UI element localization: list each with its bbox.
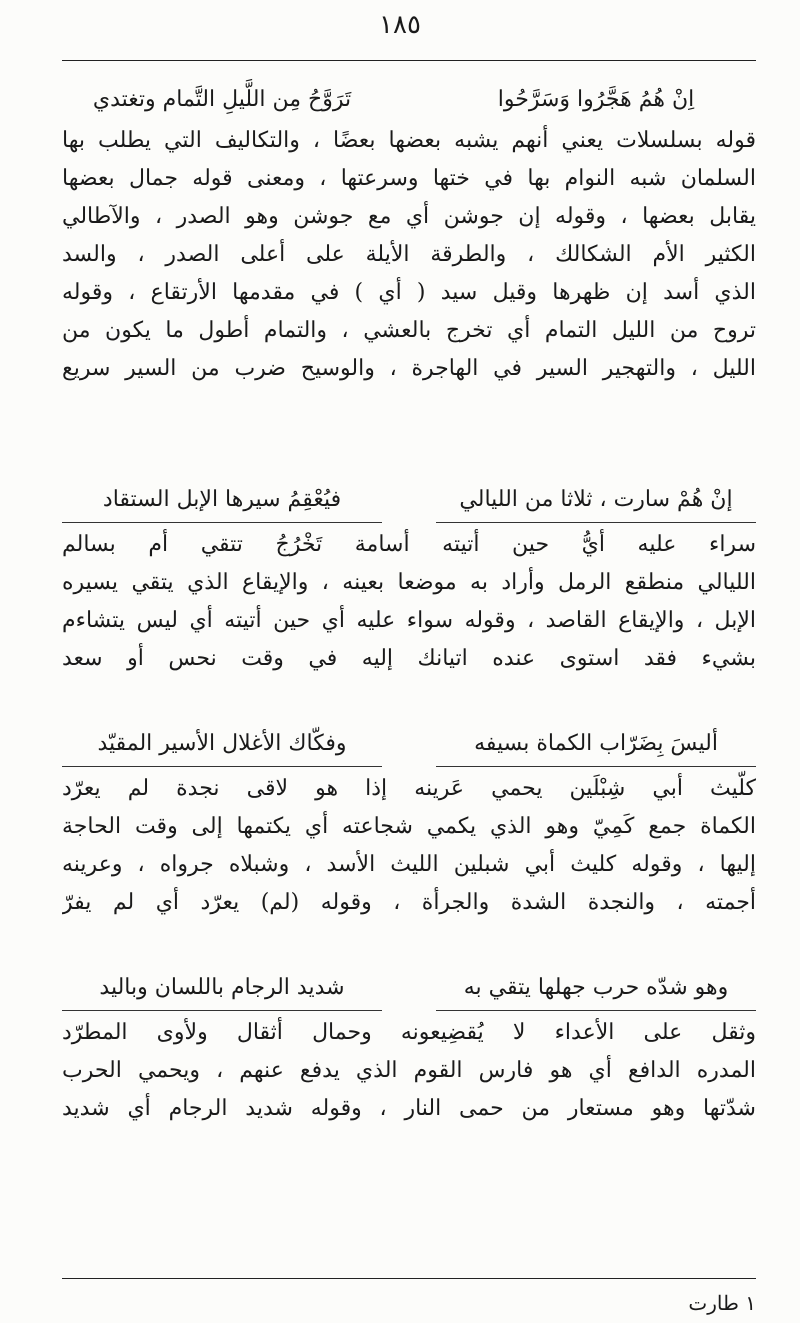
verse-1-left: تَرَوَّحُ مِن اللَّيلِ التَّمام وتغتدي (92, 87, 352, 112)
commentary-line: كلّيث أبي شِبْلَين يحمي عَرينه إذا هو لاقى نجدة لم يعرّد (62, 776, 756, 801)
commentary-line: الليالي منطقع الرمل وأراد به موضعا بعينه ، والإيقاع الذي يتقي يسيره (62, 570, 756, 595)
verse-4 (62, 966, 756, 1010)
block-3 (62, 722, 756, 922)
commentary-line: السلمان شبه النوام بها في ختها وسرعتها ، ومعنى قوله جمال بعضها (62, 166, 756, 191)
footnote-marker: ١ (745, 1291, 756, 1315)
page-number: ١٨٥ (379, 10, 421, 40)
footnote (62, 1290, 756, 1316)
top-rule (62, 60, 756, 61)
commentary-line: الإبل ، والإيقاع القاصد ، وقوله سواء عليه أي حين أتيته أي ليس يتشاءم (62, 608, 756, 633)
commentary-line: يقابل بعضها ، وقوله إن جوشن أي مع جوشن وهو الصدر ، والآطالي (62, 204, 756, 229)
commentary-line: المدره الدافع أي هو فارس القوم الذي يدفع عنهم ، ويحمي الحرب (62, 1058, 756, 1083)
verse-3-right: أليسَ بِضَرّاب الكماة بسيفه (474, 731, 718, 756)
block-2 (62, 478, 756, 678)
verse-3-left: وفكّاك الأغلال الأسير المقيّد (97, 731, 347, 756)
commentary-line: شدّتها وهو مستعار من حمى النار ، وقوله شديد الرجام أي شديد (62, 1096, 756, 1121)
commentary-line: قوله بسلسلات يعني أنهم يشبه بعضها بعضًا ، والتكاليف التي يطلب بها (62, 128, 756, 153)
commentary-line: أجمته ، والنجدة الشدة والجرأة ، وقوله (لم) يعرّد أي لم يفرّ (62, 890, 756, 915)
block-4 (62, 966, 756, 1128)
verse-1-right: اِنْ هُمُ هَجَّرُوا وَسَرَّحُوا (497, 87, 695, 112)
block-1 (62, 78, 756, 388)
verse-3 (62, 722, 756, 766)
commentary-line: الكماة جمع كَمِيّ وهو الذي يكمي شجاعته أي يكتمها إلى وقت الحاجة (62, 814, 756, 839)
commentary-line: بشيء فقد استوى عنده اتيانك إليه في وقت نحس أو سعد (62, 646, 756, 671)
verse-4-left: شديد الرجام باللسان وباليد (99, 975, 345, 1000)
verse-2-right: إنْ هُمْ سارت ، ثلاثا من الليالي (459, 487, 733, 512)
commentary-line: سراء عليه أيُّ حين أتيته أسامة تَخْرُجُ تتقي أم بسالم (62, 532, 756, 557)
verse-4-right: وهو شدّه حرب جهلها يتقي به (463, 975, 729, 1000)
commentary-line: الذي أسد إن ظهرها وقيل سيد ( أي ) في مقدمها الأرتقاع ، وقوله (62, 280, 756, 305)
commentary-line: وثقل على الأعداء لا يُقضِيعونه وحمال أثقال ولأوى المطرّد (62, 1020, 756, 1045)
commentary-line: الكثير الأم الشكالك ، والطرقة الأيلة على أعلى الصدر ، والسد (62, 242, 756, 267)
verse-1 (62, 78, 756, 122)
commentary-line: إليها ، وقوله كليث أبي شبلين الليث الأسد ، وشبلاه جرواه ، وعرينه (62, 852, 756, 877)
footnote-text: طارت (688, 1291, 739, 1315)
commentary-line: الليل ، والتهجير السير في الهاجرة ، والوسيح ضرب من السير سريع (62, 356, 756, 381)
commentary-line: تروح من الليل التمام أي تخرج بالعشي ، والتمام أطول ما يكون من (62, 318, 756, 343)
footnote-rule (62, 1278, 756, 1279)
verse-2-left: فيُعْقِمُ سيرها الإبل الستقاد (102, 487, 342, 512)
verse-2 (62, 478, 756, 522)
